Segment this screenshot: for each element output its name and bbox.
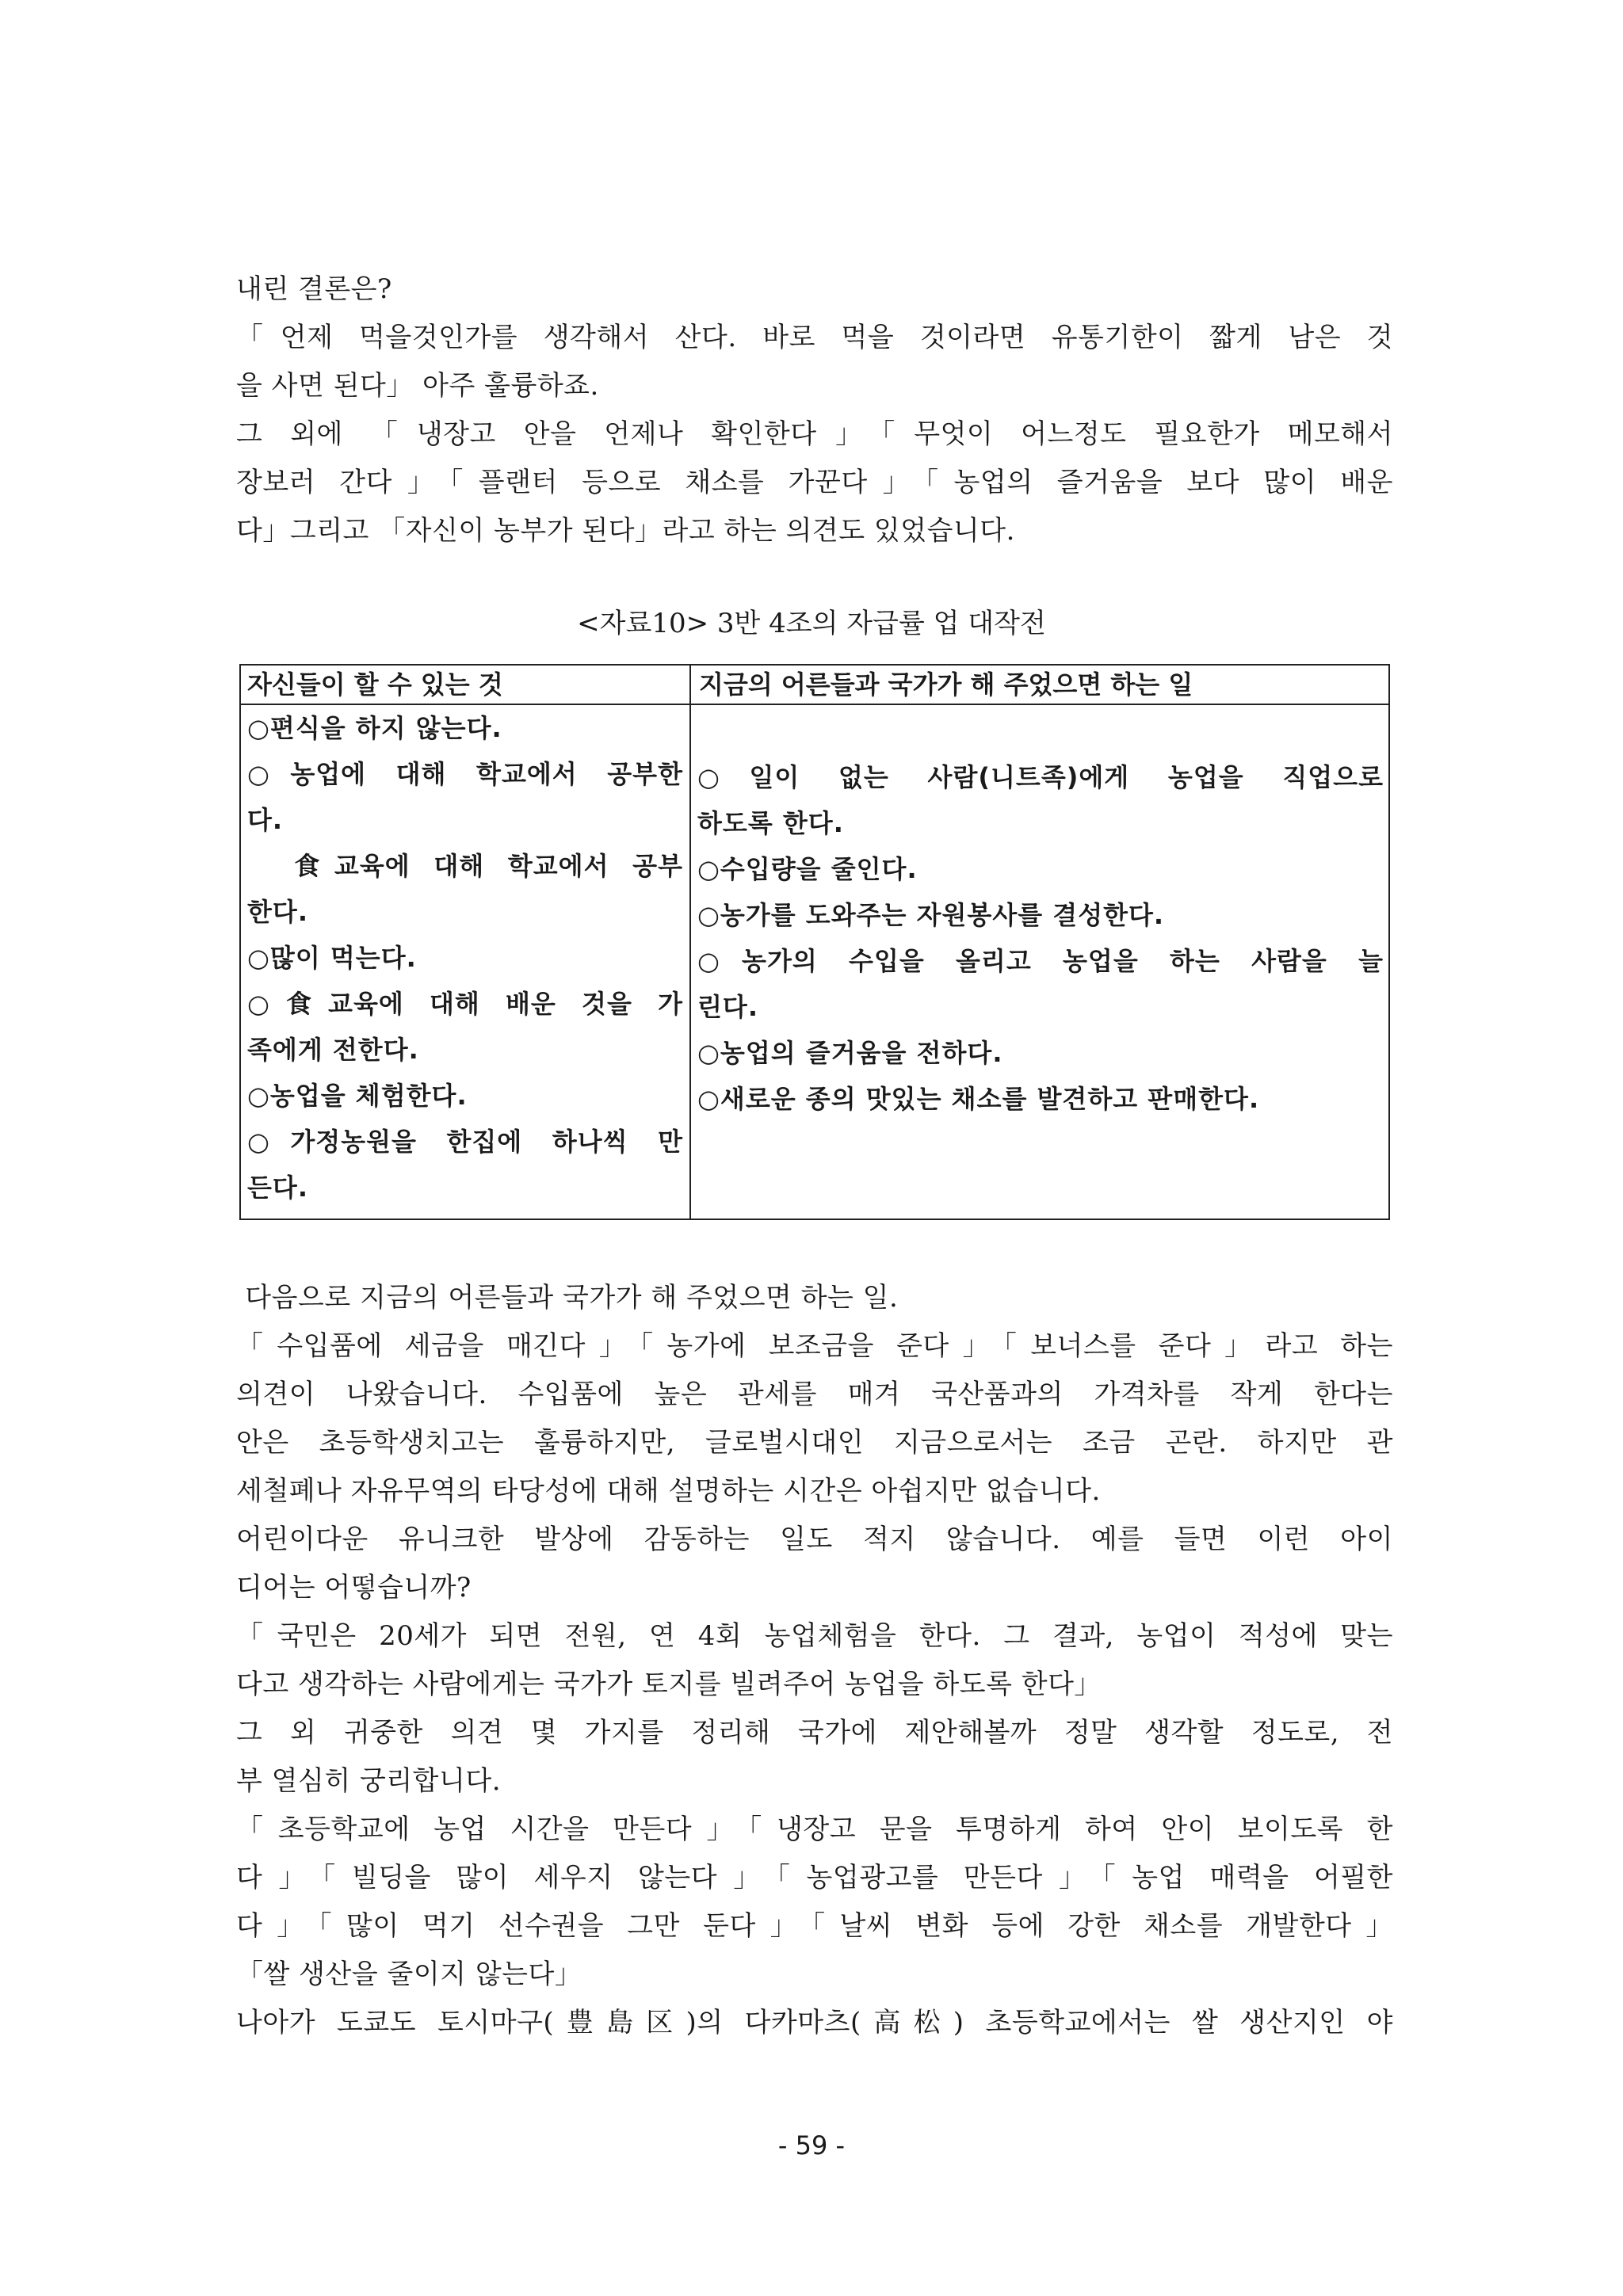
text-line: 「국민은 20세가 되면 전원, 연 4회 농업체험을 한다. 그 결과, 농업이 적성에 맞는: [236, 1620, 1393, 1652]
table-cell-line: ○食교육에 대해 배운 것을 가: [247, 989, 683, 1019]
text-line: 그 외 귀중한 의견 몇 가지를 정리해 국가에 제안해볼까 정말 생각할 정도로, 전: [236, 1717, 1393, 1749]
table-cell-line: 든다.: [247, 1173, 308, 1203]
table-column-divider: [689, 666, 691, 1219]
table-header-left: 자신들이 할 수 있는 것: [247, 669, 503, 700]
text-line: 다고 생각하는 사람에게는 국가가 토지를 빌려주어 농업을 하도록 한다」: [236, 1669, 1102, 1700]
table-cell-line: ○농업의 즐거움을 전하다.: [697, 1038, 1003, 1068]
table-cell-line: 다.: [247, 805, 284, 835]
text-line: 안은 초등학생치고는 훌륭하지만, 글로벌시대인 지금으로서는 조금 곤란. 하지만 관: [236, 1427, 1393, 1459]
text-line: 「초등학교에 농업 시간을 만든다」「냉장고 문을 투명하게 하여 안이 보이도록 한: [236, 1814, 1393, 1845]
table-cell-line: 한다.: [247, 897, 308, 927]
body-paragraph: [236, 1274, 1393, 2047]
table-cell-left: [247, 705, 683, 1211]
table-cell-line: ○농가를 도와주는 자원봉사를 결성한다.: [697, 900, 1165, 930]
table-cell-line: ○일이 없는 사람(니트족)에게 농업을 직업으로: [697, 762, 1384, 792]
text-line: 그 외에 「냉장고 안을 언제나 확인한다」「무엇이 어느정도 필요한가 메모해서: [236, 418, 1393, 450]
table-cell-line: 하도록 한다.: [697, 808, 844, 838]
data-table: [239, 664, 1390, 1220]
table-cell-line: 린다.: [697, 992, 758, 1022]
table-header-right: 지금의 어른들과 국가가 해 주었으면 하는 일: [699, 669, 1193, 700]
text-line: 다」「빌딩을 많이 세우지 않는다」「농업광고를 만든다」「농업 매력을 어필한: [236, 1862, 1393, 1894]
table-cell-line: ○농업을 체험한다.: [247, 1081, 468, 1111]
text-line: 다」「많이 먹기 선수권을 그만 둔다」「날씨 변화 등에 강한 채소를 개발한다」: [236, 1910, 1393, 1942]
intro-paragraph: [236, 265, 1393, 555]
table-cell-line: ○편식을 하지 않는다.: [247, 713, 502, 743]
text-line: 「쌀 생산을 줄이지 않는다」: [236, 1958, 582, 1990]
text-line: 부 열심히 궁리합니다.: [236, 1765, 502, 1797]
table-cell-line: 족에게 전한다.: [247, 1035, 419, 1065]
table-caption: <자료10> 3반 4조의 자급률 업 대작전: [577, 608, 1046, 639]
text-line: 어린이다운 유니크한 발상에 감동하는 일도 적지 않습니다. 예를 들면 이런 아이: [236, 1524, 1393, 1555]
table-cell-line: ○가정농원을 한집에 하나씩 만: [247, 1127, 683, 1157]
table-cell-line: 食교육에 대해 학교에서 공부: [247, 851, 683, 881]
text-line: 내린 결론은?: [236, 273, 392, 305]
text-line: 다음으로 지금의 어른들과 국가가 해 주었으면 하는 일.: [236, 1282, 899, 1314]
table-cell-line: ○많이 먹는다.: [247, 943, 417, 973]
table-cell-right: [697, 754, 1384, 1122]
text-line: 「수입품에 세금을 매긴다」「농가에 보조금을 준다」「보너스를 준다」라고 하는: [236, 1330, 1393, 1362]
text-line: 세철폐나 자유무역의 타당성에 대해 설명하는 시간은 아쉽지만 없습니다.: [236, 1475, 1101, 1507]
text-line: 의견이 나왔습니다. 수입품에 높은 관세를 매겨 국산품과의 가격차를 작게 한다는: [236, 1379, 1393, 1410]
table-cell-line: ○농가의 수입을 올리고 농업을 하는 사람을 늘: [697, 946, 1384, 976]
text-line: 나아가 도쿄도 토시마구(豊島区)의 다카마츠(高松) 초등학교에서는 쌀 생산지인 야: [236, 2007, 1393, 2039]
page-number: - 59 -: [777, 2130, 846, 2161]
text-line: 다」그리고 「자신이 농부가 된다」라고 하는 의견도 있었습니다.: [236, 515, 1015, 547]
table-cell-line: ○수입량을 줄인다.: [697, 854, 918, 884]
table-cell-line: ○농업에 대해 학교에서 공부한: [247, 759, 683, 789]
text-line: 을 사면 된다」 아주 훌륭하죠.: [236, 370, 599, 402]
text-line: 장보러 간다」「플랜터 등으로 채소를 가꾼다」「농업의 즐거움을 보다 많이 배운: [236, 467, 1393, 498]
table-cell-line: ○새로운 종의 맛있는 채소를 발견하고 판매한다.: [697, 1084, 1260, 1114]
text-line: 디어는 어떻습니까?: [236, 1572, 472, 1604]
text-line: 「언제 먹을것인가를 생각해서 산다. 바로 먹을 것이라면 유통기한이 짧게 남은 것: [236, 322, 1393, 353]
